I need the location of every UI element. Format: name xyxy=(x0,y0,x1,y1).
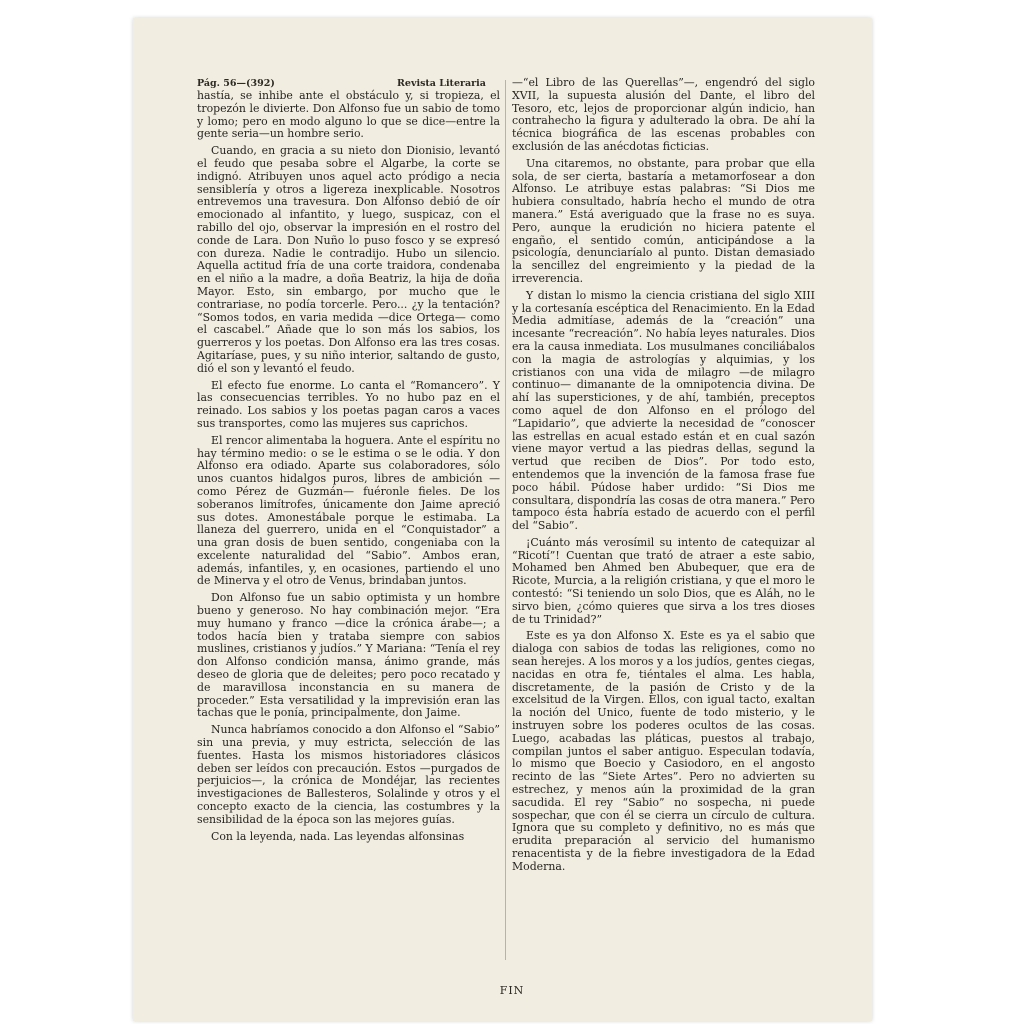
paragraph: Y distan lo mismo la ciencia cristiana del siglo XIII y la cortesanía escéptica del Renacimiento. En la Edad Media admitíase, además de la “creación” una incesante “recreación”. No había leyes naturales. Dios era la causa inmediata. Los musulmanes conciliábalos con la magia de astrologías y alquimias, y los cristianos con una vida de milagro —de milagro continuo— dimanante de la omnipotencia divina. De ahí las supersticiones, y de ahí, también, preceptos como aquel de don Alfonso en el prólogo del “Lapidario”, que advierte la necesidad de “conoscer las estrellas en acual estado están et en cual sazón viene mayor vertud a las piedras dellas, segund la vertud que reciben de Dios”. Por todo esto, entendemos que la invención de la famosa frase fue poco hábil. Púdose haber urdido: “Si Dios me consultara, dispondría las cosas de otra manera.” Pero tampoco ésta habría estado de acuerdo con el perfil del “Sabio”. xyxy=(512,288,816,533)
paragraph: —“el Libro de las Querellas”—, engendró del siglo XVII, la supuesta alusión del Dante, el libro del Tesoro, etc, lejos de proporcionar algún indicio, han contrahecho la figura y adulterado la obra. De ahí la técnica biográfica de las escenas probables con exclusión de las anécdotas ficticias. xyxy=(512,76,815,153)
paragraph: Don Alfonso fue un sabio optimista y un hombre bueno y generoso. No hay combinación mejor. “Era muy humano y franco —dice la crónica árabe—; a todos hacía bien y trataba siempre con sabios muslines, cristianos y judíos.” Y Mariana: “Tenía el rey don Alfonso condición mansa, ánimo grande, más deseo de gloria que de deleites; pero poco recatado y de maravillosa inconstancia en su manera de proceder.” Esta versatilidad y la imprevisión eran las tachas que le ponía, principalmente, don Jaime. xyxy=(197,591,500,720)
left-column xyxy=(197,90,500,847)
paragraph: hastía, se inhibe ante el obstáculo y, si tropieza, el tropezón le divierte. Don Alfonso fue un sabio de tomo y lomo; pero en modo alguno lo que se dice—entre la gente seria—un hombre serio. xyxy=(197,89,500,141)
paragraph: ¡Cuánto más verosímil su intento de catequizar al “Ricotí”! Cuentan que trató de atraer a este sabio, Mohamed ben Ahmed ben Abubequer, que era de Ricote, Murcia, a la religión cristiana, y que el moro le contestó: “Si teniendo un solo Dios, que es Aláh, no le sirvo bien, ¿cómo quieres que sirva a los tres dioses de tu Trinidad?” xyxy=(512,535,815,626)
paragraph: Este es ya don Alfonso X. Este es ya el sabio que dialoga con sabios de todas las religiones, como no sean herejes. A los moros y a los judíos, gentes ciegas, nacidas en otra fe, tiéntales el alma. Les habla, discretamente, de la pasión de Cristo y de la excelsitud de la Virgen. Ellos, con igual tacto, exaltan la noción del Unico, fuente de todo misterio, y le instruyen sobre los poderes ocultos de las cosas. Luego, acabadas las pláticas, puestos al trabajo, compilan juntos el saber antiguo. Especulan todavía, lo mismo que Boecio y Casiodoro, en el angosto recinto de las “Siete Artes”. Pero no advierten su estrechez, y menos aún la proximidad de la gran sacudida. El rey “Sabio” no sospecha, ni puede sospechar, que con él se cierra un círculo de cultura. Ignora que su completo y definitivo, no es más que erudita preparación al servicio del humanismo renacentista y de la fiebre investigadora de la Edad Moderna. xyxy=(512,629,815,873)
paragraph: El efecto fue enorme. Lo canta el “Romancero”. Y las consecuencias terribles. Yo no hubo paz en el reinado. Los sabios y los poetas pagan caros a vaces sus transportes, como las mujeres sus caprichos. xyxy=(197,378,500,430)
running-title: Revista Literaria xyxy=(397,78,486,89)
right-column xyxy=(512,77,815,878)
paragraph: Una citaremos, no obstante, para probar que ella sola, de ser cierta, bastaría a metamorfosear a don Alfonso. Le atribuye estas palabras: “Si Dios me hubiera consultado, habría hecho el mundo de otra manera.” Está averiguado que la frase no es suya. Pero, aunque la erudición no hiciera patente el engaño, el sentido común, anticipándose a la psicología, denunciaríalo al punto. Distan demasiado la sencillez del engreimiento y la piedad de la irreverencia. xyxy=(512,156,815,285)
page-number: Pág. 56—(392) xyxy=(197,78,275,89)
paragraph: Cuando, en gracia a su nieto don Dionisio, levantó el feudo que pesaba sobre el Algarbe, la corte se indignó. Atribuyen unos aquel acto pródigo a necia sensiblería y otros a ligereza inexplicable. Nosotros entrevemos una travesura. Don Alfonso debió de oír emocionado al infantito, y luego, suspicaz, con el rabillo del ojo, observar la impresión en el rostro del conde de Lara. Don Nuño lo puso fosco y se expresó con dureza. Nadie le contradijo. Hubo un silencio. Aquella actitud fría de una corte traidora, condenaba en el niño a la madre, a doña Beatriz, la hija de doña Mayor. Esto, sin embargo, por mucho que le contrariase, no podía torcerle. Pero... ¿y la tentación? “Somos todos, en varia medida —dice Ortega— como el cascabel.” Añade que lo son más los sabios, los guerreros y los poetas. Don Alfonso era las tres cosas. Agitaríase, pues, y su niño interior, saltando de gusto, dió el son y levantó el feudo. xyxy=(197,144,500,375)
end-mark: FIN xyxy=(499,984,525,997)
paragraph: Nunca habríamos conocido a don Alfonso el “Sabio” sin una previa, y muy estricta, selección de las fuentes. Hasta los mismos historiadores clásicos deben ser leídos con precaución. Estos —purgados de perjuicios—, la crónica de Mondéjar, las recientes investigaciones de Ballesteros, Solalinde y otros y el concepto exacto de la ciencia, las costumbres y la sensibilidad de la época son las mejores guías. xyxy=(197,723,500,826)
paragraph: El rencor alimentaba la hoguera. Ante el espíritu no hay término medio: o se le estima o se le odia. Y don Alfonso era odiado. Aparte sus colaboradores, sólo unos cuantos hidalgos puros, libres de ambición —como Pérez de Guzmán— fuéronle fieles. De los soberanos limítrofes, únicamente don Jaime apreció sus dotes. Amonestábale porque le estimaba. La llaneza del guerrero, unida en el “Conquistador” a una gran dosis de buen sentido, congeniaba con la excelente naturalidad del “Sabio”. Ambos eran, además, infantiles, y, en ocasiones, partiendo el uno de Minerva y el otro de Venus, brindaban juntos. xyxy=(197,433,500,588)
column-divider xyxy=(505,80,506,960)
paragraph: Con la leyenda, nada. Las leyendas alfonsinas xyxy=(211,829,465,843)
